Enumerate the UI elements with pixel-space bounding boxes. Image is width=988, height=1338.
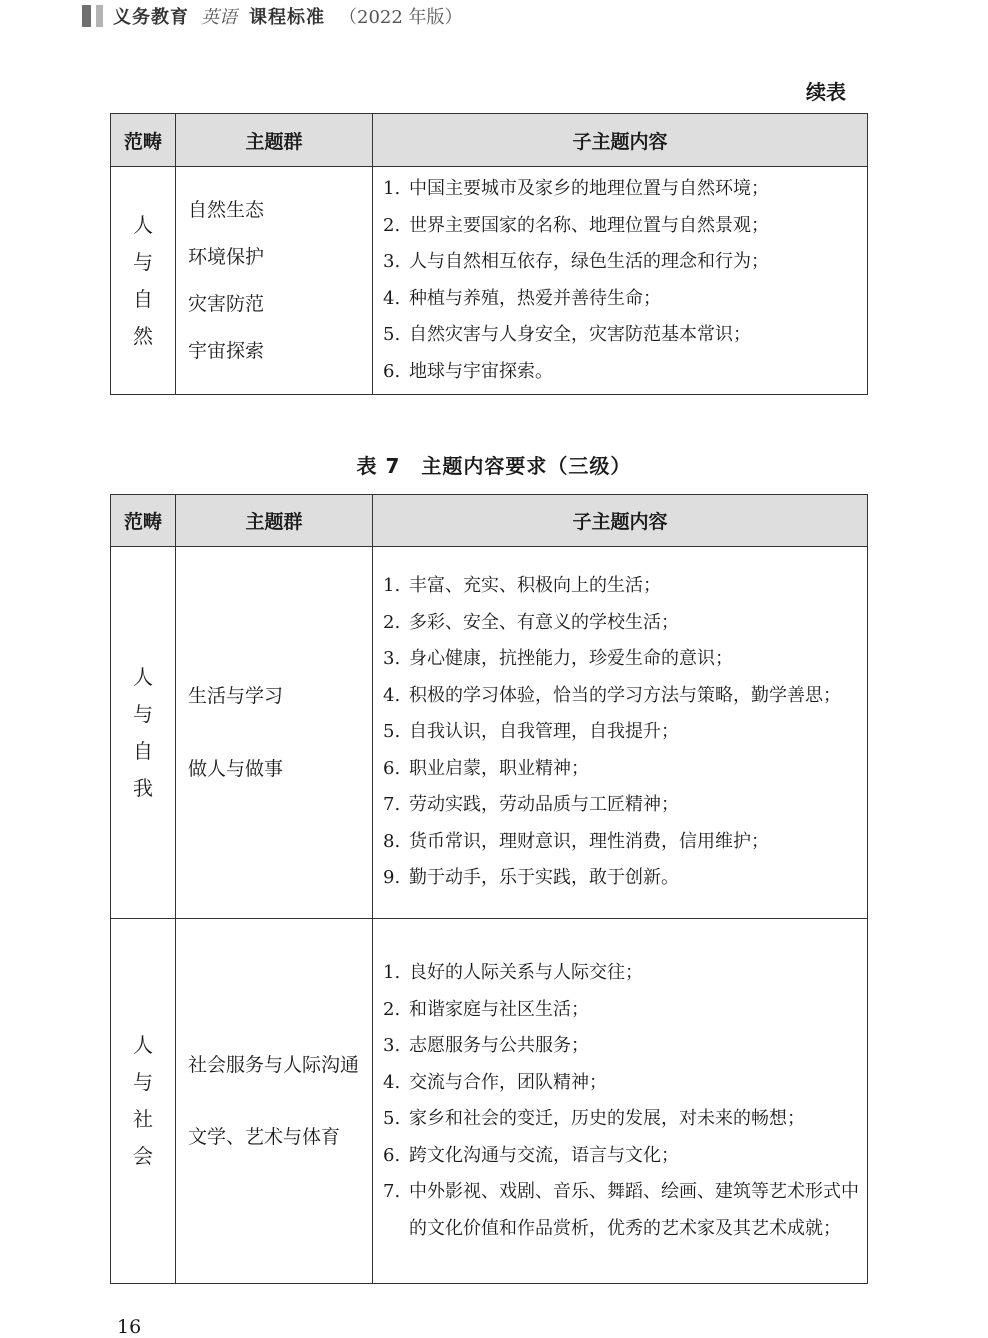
list-item xyxy=(383,787,859,824)
category-char: 与 xyxy=(133,1070,153,1094)
item-text: 勤于动手，乐于实践，敢于创新。 xyxy=(409,867,679,889)
item-number: 4. xyxy=(383,287,401,309)
list-item xyxy=(383,824,859,861)
category-cell xyxy=(111,167,176,395)
header-theme-group: 主题群 xyxy=(176,114,373,167)
item-number: 4. xyxy=(383,684,401,706)
item-text: 劳动实践，劳动品质与工匠精神； xyxy=(409,794,679,816)
item-text: 家乡和社会的变迁，历史的发展，对未来的畅想； xyxy=(409,1108,805,1129)
item-text: 多彩、安全、有意义的学校生活； xyxy=(409,611,679,633)
table-row xyxy=(111,919,868,1284)
item-number: 9. xyxy=(383,867,401,889)
list-item xyxy=(383,605,859,642)
item-number: 1. xyxy=(383,575,401,597)
list-item xyxy=(383,354,859,391)
group-cell xyxy=(176,919,373,1284)
header-category: 范畴 xyxy=(111,114,176,167)
category-char: 我 xyxy=(133,775,153,800)
item-text: 地球与宇宙探索。 xyxy=(409,360,553,382)
group-label: 文学、艺术与体育 xyxy=(188,1126,341,1149)
content-cell xyxy=(373,167,868,395)
category-char: 人 xyxy=(133,1033,153,1057)
header-theme-group: 主题群 xyxy=(176,495,373,547)
group-label: 灾害防范 xyxy=(188,292,265,315)
item-text: 货币常识，理财意识，理性消费，信用维护； xyxy=(409,830,769,852)
item-number: 6. xyxy=(383,1144,401,1166)
group-label: 自然生态 xyxy=(188,198,265,221)
header-bar-light-icon xyxy=(96,5,103,27)
item-text: 自然灾害与人身安全，灾害防范基本常识； xyxy=(409,324,751,345)
item-number: 4. xyxy=(383,1071,401,1093)
list-item xyxy=(383,714,859,751)
item-number: 2. xyxy=(383,214,401,236)
item-number: 1. xyxy=(383,178,401,199)
group-cell xyxy=(176,167,373,395)
item-text: 丰富、充实、积极向上的生活； xyxy=(409,575,661,597)
list-item xyxy=(383,568,859,605)
running-head-edition: （2022 年版） xyxy=(339,7,463,28)
list-item xyxy=(383,955,859,992)
item-text: 自我认识，自我管理，自我提升； xyxy=(409,721,679,743)
item-number: 5. xyxy=(383,721,401,743)
item-number: 3. xyxy=(383,1035,401,1056)
item-text: 积极的学习体验，恰当的学习方法与策略，勤学善思； xyxy=(409,684,841,706)
content-cell xyxy=(373,547,868,919)
group-label: 生活与学习 xyxy=(188,685,284,707)
category-char: 人 xyxy=(133,212,153,237)
item-number: 1. xyxy=(383,962,401,983)
item-text: 交流与合作，团队精神； xyxy=(409,1071,607,1093)
list-item xyxy=(383,171,859,208)
item-text: 中国主要城市及家乡的地理位置与自然环境； xyxy=(409,178,769,199)
item-number: 6. xyxy=(383,757,401,779)
content-cell xyxy=(373,919,868,1284)
item-text: 和谐家庭与社区生活； xyxy=(409,998,589,1020)
list-item xyxy=(383,1101,859,1138)
table-caption: 表 7 主题内容要求（三级） xyxy=(356,454,632,478)
item-number: 5. xyxy=(383,1108,401,1129)
item-text: 良好的人际关系与人际交往； xyxy=(409,962,643,983)
group-label: 社会服务与人际沟通 xyxy=(188,1053,360,1076)
item-text: 志愿服务与公共服务； xyxy=(409,1035,589,1056)
item-text: 身心健康，抗挫能力，珍爱生命的意识； xyxy=(409,648,733,670)
item-number: 3. xyxy=(383,648,401,670)
item-text: 中外影视、戏剧、音乐、舞蹈、绘画、建筑等艺术形式中的文化价值和作品赏析，优秀的艺术家及其艺术成就； xyxy=(409,1181,859,1239)
table-continued xyxy=(110,113,868,395)
category-char: 与 xyxy=(133,249,153,274)
group-label: 环境保护 xyxy=(188,245,265,268)
item-text: 人与自然相互依存，绿色生活的理念和行为； xyxy=(409,251,769,272)
item-text: 世界主要国家的名称、地理位置与自然景观； xyxy=(409,214,769,236)
group-label: 做人与做事 xyxy=(188,758,284,780)
item-number: 2. xyxy=(383,998,401,1020)
category-char: 与 xyxy=(133,701,153,726)
item-number: 8. xyxy=(383,830,401,852)
running-head xyxy=(82,4,463,28)
list-item xyxy=(383,1174,859,1247)
continued-label: 续表 xyxy=(806,80,846,104)
list-item xyxy=(383,641,859,678)
item-text: 跨文化沟通与交流，语言与文化； xyxy=(409,1144,679,1166)
item-text: 职业启蒙，职业精神； xyxy=(409,757,589,779)
item-number: 7. xyxy=(383,1181,401,1202)
table-row xyxy=(111,547,868,919)
list-item xyxy=(383,860,859,897)
header-category: 范畴 xyxy=(111,495,176,547)
list-item xyxy=(383,678,859,715)
category-char: 人 xyxy=(133,664,153,689)
running-head-title2: 课程标准 xyxy=(249,7,325,28)
list-item xyxy=(383,1065,859,1102)
category-char: 自 xyxy=(133,738,153,763)
list-item xyxy=(383,244,859,281)
list-item xyxy=(383,751,859,788)
item-number: 6. xyxy=(383,360,401,382)
category-cell xyxy=(111,919,176,1284)
category-cell xyxy=(111,547,176,919)
category-char: 会 xyxy=(133,1144,153,1168)
page-number: 16 xyxy=(117,1316,142,1338)
group-cell xyxy=(176,547,373,919)
item-number: 7. xyxy=(383,794,401,816)
running-head-subject: 英语 xyxy=(201,7,237,28)
item-number: 2. xyxy=(383,611,401,633)
header-bar-dark-icon xyxy=(82,5,91,27)
running-head-title: 义务教育 xyxy=(113,7,189,28)
item-number: 3. xyxy=(383,251,401,272)
table-header-row xyxy=(111,495,868,547)
list-item xyxy=(383,1028,859,1065)
item-text: 种植与养殖，热爱并善待生命； xyxy=(409,287,661,309)
list-item xyxy=(383,992,859,1029)
category-char: 然 xyxy=(133,323,153,348)
list-item xyxy=(383,208,859,245)
list-item xyxy=(383,1138,859,1175)
list-item xyxy=(383,281,859,318)
category-char: 社 xyxy=(133,1107,153,1131)
header-subtheme: 子主题内容 xyxy=(373,114,868,167)
table-header-row xyxy=(111,114,868,167)
list-item xyxy=(383,317,859,354)
group-label: 宇宙探索 xyxy=(188,339,265,362)
item-number: 5. xyxy=(383,324,401,345)
table-row xyxy=(111,167,868,395)
category-char: 自 xyxy=(133,286,153,311)
table-7 xyxy=(110,494,868,1284)
header-subtheme: 子主题内容 xyxy=(373,495,868,547)
